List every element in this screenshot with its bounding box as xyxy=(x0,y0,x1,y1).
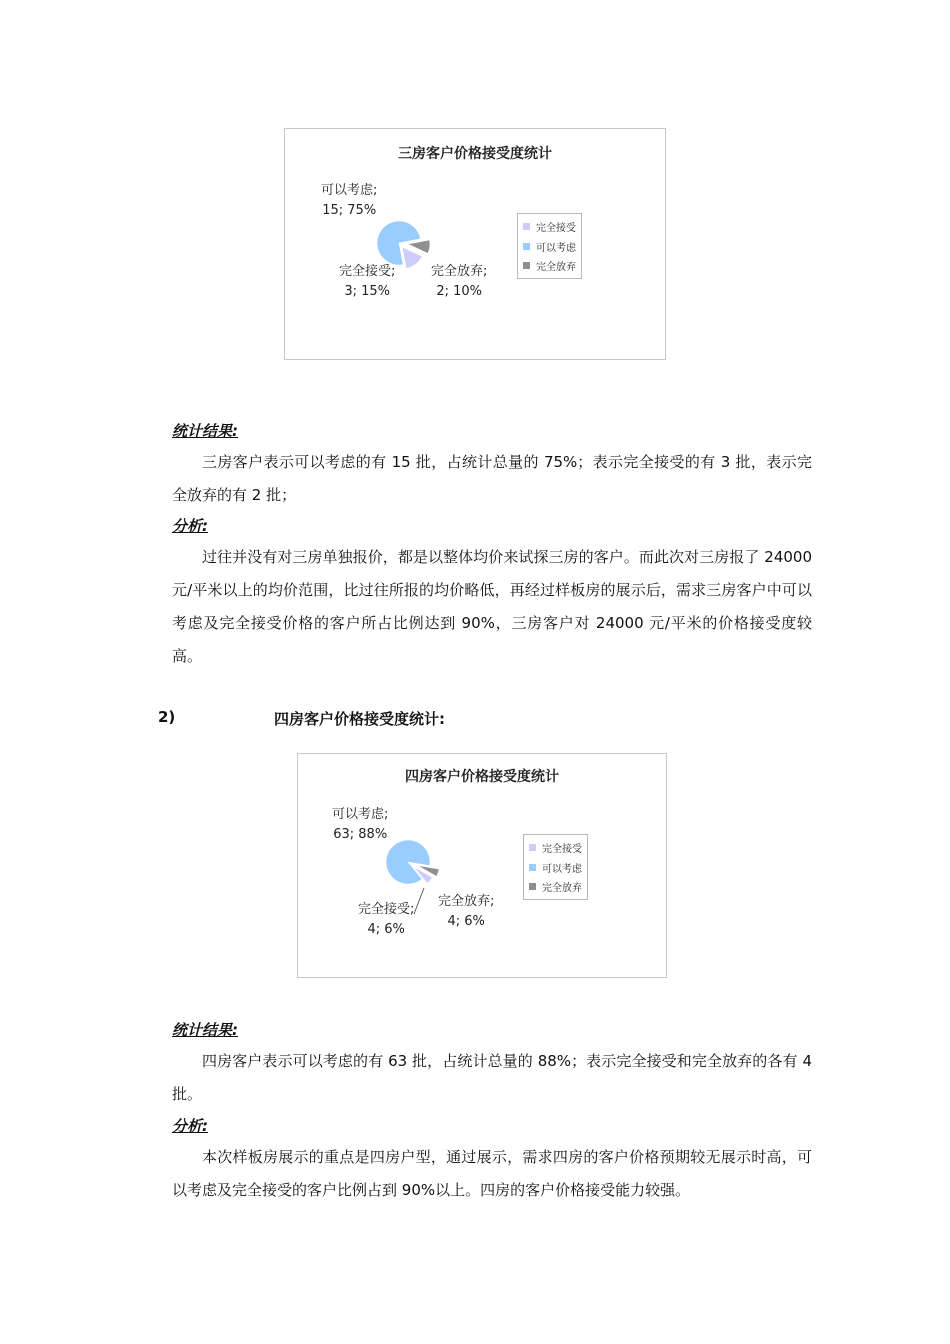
legend-swatch-consider xyxy=(523,243,530,250)
chart-legend xyxy=(523,834,588,900)
analysis-text-three-room: 过往并没有对三房单独报价，都是以整体均价来试探三房的客户。而此次对三房报了 24000 元/平米以上的均价范围，比过往所报的均价略低，再经过样板房的展示后，需求三房客户中可以考虑及完全接受价格的客户所占比例达到 90%，三房客户对 24000 元/平米的价格接受度较高。 xyxy=(172,548,812,665)
pie-chart xyxy=(298,754,666,977)
pie-slice-accept xyxy=(402,247,422,269)
data-label-name: 可以考虑; xyxy=(332,807,389,822)
data-label-name: 可以考虑; xyxy=(321,183,378,198)
section-number: 2) xyxy=(158,708,176,726)
legend-swatch-accept xyxy=(529,844,536,851)
data-label-name: 完全放弃; xyxy=(438,894,495,909)
legend-item xyxy=(529,877,582,897)
legend-item xyxy=(523,237,576,257)
data-label-accept xyxy=(358,900,414,940)
pie-chart xyxy=(285,129,665,359)
chart-legend xyxy=(517,213,582,279)
data-label-accept xyxy=(339,262,395,302)
data-label-value: 63; 88% xyxy=(333,827,388,842)
data-label-abandon xyxy=(431,262,487,302)
data-label-abandon xyxy=(438,892,494,932)
data-label-value: 2; 10% xyxy=(436,284,483,299)
result-heading-three-room: 统计结果: xyxy=(172,422,238,440)
chart-title: 三房客户价格接受度统计 xyxy=(398,146,552,162)
data-label-value: 4; 6% xyxy=(447,914,485,929)
data-label-value: 4; 6% xyxy=(367,922,405,937)
legend-label: 可以考虑 xyxy=(536,242,576,254)
data-label-name: 完全接受; xyxy=(358,902,415,917)
legend-swatch-abandon xyxy=(523,262,530,269)
analysis-text-four-room: 本次样板房展示的重点是四房户型，通过展示，需求四房的客户价格预期较无展示时高，可以考虑及完全接受的客户比例占到 90%以上。四房的客户价格接受能力较强。 xyxy=(172,1148,812,1199)
leader-line xyxy=(414,888,424,914)
legend-item xyxy=(523,256,576,276)
data-label-consider xyxy=(321,181,377,221)
result-heading-four-room: 统计结果: xyxy=(172,1021,238,1039)
data-label-value: 3; 15% xyxy=(344,284,391,299)
legend-swatch-consider xyxy=(529,864,536,871)
chart-three-room xyxy=(284,128,666,360)
data-label-consider xyxy=(332,805,388,845)
section-title-four-room: 四房客户价格接受度统计: xyxy=(274,710,445,728)
legend-label: 完全放弃 xyxy=(536,262,576,274)
data-label-name: 完全接受; xyxy=(339,264,396,279)
analysis-heading-four-room: 分析: xyxy=(172,1117,208,1135)
legend-label: 完全放弃 xyxy=(542,883,582,895)
analysis-heading-three-room: 分析: xyxy=(172,517,208,535)
legend-label: 完全接受 xyxy=(536,223,576,235)
legend-item xyxy=(523,217,576,237)
legend-swatch-accept xyxy=(523,223,530,230)
chart-title: 四房客户价格接受度统计 xyxy=(405,769,559,785)
legend-label: 完全接受 xyxy=(542,844,582,856)
legend-swatch-abandon xyxy=(529,883,536,890)
data-label-name: 完全放弃; xyxy=(431,264,488,279)
data-label-value: 15; 75% xyxy=(322,203,377,218)
result-text-four-room: 四房客户表示可以考虑的有 63 批，占统计总量的 88%；表示完全接受和完全放弃的各有 4 批。 xyxy=(172,1052,812,1103)
legend-label: 可以考虑 xyxy=(542,863,582,875)
legend-item xyxy=(529,858,582,878)
chart-four-room xyxy=(297,753,667,978)
legend-item xyxy=(529,838,582,858)
result-text-three-room: 三房客户表示可以考虑的有 15 批，占统计总量的 75%；表示完全接受的有 3 批，表示完全放弃的有 2 批； xyxy=(172,453,812,504)
